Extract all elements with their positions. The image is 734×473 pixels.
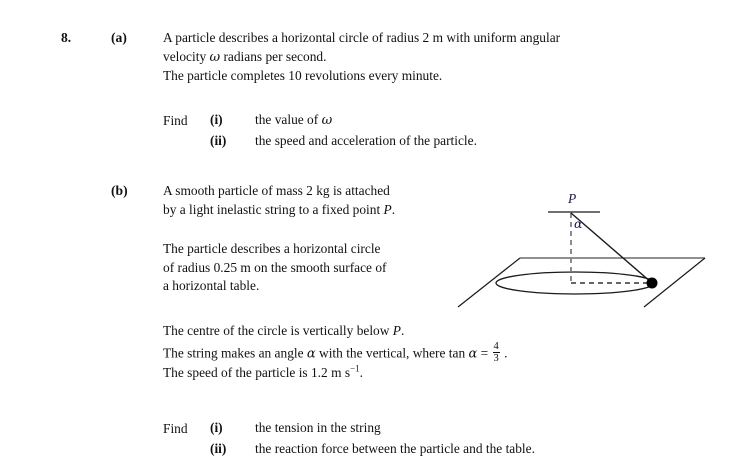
diagram-label-p: P bbox=[568, 191, 577, 206]
point-p-symbol: P bbox=[383, 201, 392, 217]
part-a-label: (a) bbox=[111, 30, 127, 45]
part-a-line-2-pre: velocity bbox=[163, 48, 210, 64]
part-b-item-ii-text: the reaction force between the particle and the table. bbox=[255, 441, 535, 456]
part-a-item-i-text-pre: the value of bbox=[255, 112, 322, 127]
part-b-statement-3 bbox=[163, 322, 508, 382]
part-a-item-ii-text: the speed and acceleration of the particle. bbox=[255, 133, 477, 148]
part-b-statement-2 bbox=[163, 240, 387, 296]
fraction-four-thirds bbox=[493, 341, 500, 364]
part-b-item-i-text: the tension in the string bbox=[255, 420, 381, 435]
find-label-a: Find bbox=[163, 113, 188, 128]
part-b-item-i-numeral: (i) bbox=[210, 420, 223, 435]
part-a-line-2-post: radians per second. bbox=[220, 48, 327, 64]
particle-dot bbox=[647, 278, 658, 289]
part-a-item-ii-numeral: (ii) bbox=[210, 133, 227, 148]
conical-pendulum-diagram bbox=[450, 190, 730, 315]
part-b-p3-line-3-post: . bbox=[359, 364, 363, 380]
part-b-p2-line-2: of radius 0.25 m on the smooth surface of bbox=[163, 259, 387, 275]
part-b-p3-line-2-pre: The string makes an angle bbox=[163, 345, 307, 361]
part-b-item-ii-numeral: (ii) bbox=[210, 441, 227, 456]
diagram-svg bbox=[450, 190, 730, 315]
part-b-statement-1 bbox=[163, 182, 395, 219]
part-b-p3-line-3-pre: The speed of the particle is 1.2 m s bbox=[163, 364, 351, 380]
part-a-line-3: The particle completes 10 revolutions every minute. bbox=[163, 68, 443, 84]
part-b-p3-line-2-eq: = bbox=[477, 345, 492, 361]
part-a-line-1: A particle describes a horizontal circle of radius 2 m with uniform angular bbox=[163, 30, 561, 45]
alpha-symbol: α bbox=[306, 346, 316, 362]
part-b-p3-line-2-post: . bbox=[500, 345, 508, 361]
fraction-denominator: 3 bbox=[493, 352, 499, 364]
part-b-p1-line-2-pre: by a light inelastic string to a fixed point bbox=[163, 201, 384, 217]
omega-symbol: ω bbox=[321, 113, 333, 128]
fraction-numerator: 4 bbox=[493, 340, 499, 352]
find-label-b: Find bbox=[163, 421, 188, 436]
diagram-label-alpha: α bbox=[574, 216, 583, 231]
part-b-p2-line-3: a horizontal table. bbox=[163, 278, 260, 294]
part-b-p1-line-1: A smooth particle of mass 2 kg is attached bbox=[163, 183, 390, 198]
point-p-symbol: P bbox=[392, 323, 401, 338]
part-b-p3-line-1-pre: The centre of the circle is vertically below bbox=[163, 323, 393, 338]
part-a-item-i-numeral: (i) bbox=[210, 112, 223, 127]
question-number: 8. bbox=[61, 30, 72, 45]
table-left-edge bbox=[458, 258, 520, 307]
part-b-label: (b) bbox=[111, 183, 128, 198]
part-b-p3-line-2-mid: with the vertical, where tan bbox=[315, 345, 469, 361]
part-a-item-i-text bbox=[255, 112, 332, 128]
omega-symbol: ω bbox=[209, 49, 221, 65]
part-a-statement bbox=[163, 29, 560, 86]
alpha-symbol: α bbox=[468, 346, 478, 362]
part-b-p3-line-1-post: . bbox=[400, 323, 405, 338]
speed-unit-exponent: −1 bbox=[350, 363, 360, 374]
part-b-p2-line-1: The particle describes a horizontal circle bbox=[163, 241, 381, 256]
part-b-p1-line-2-post: . bbox=[391, 201, 396, 217]
